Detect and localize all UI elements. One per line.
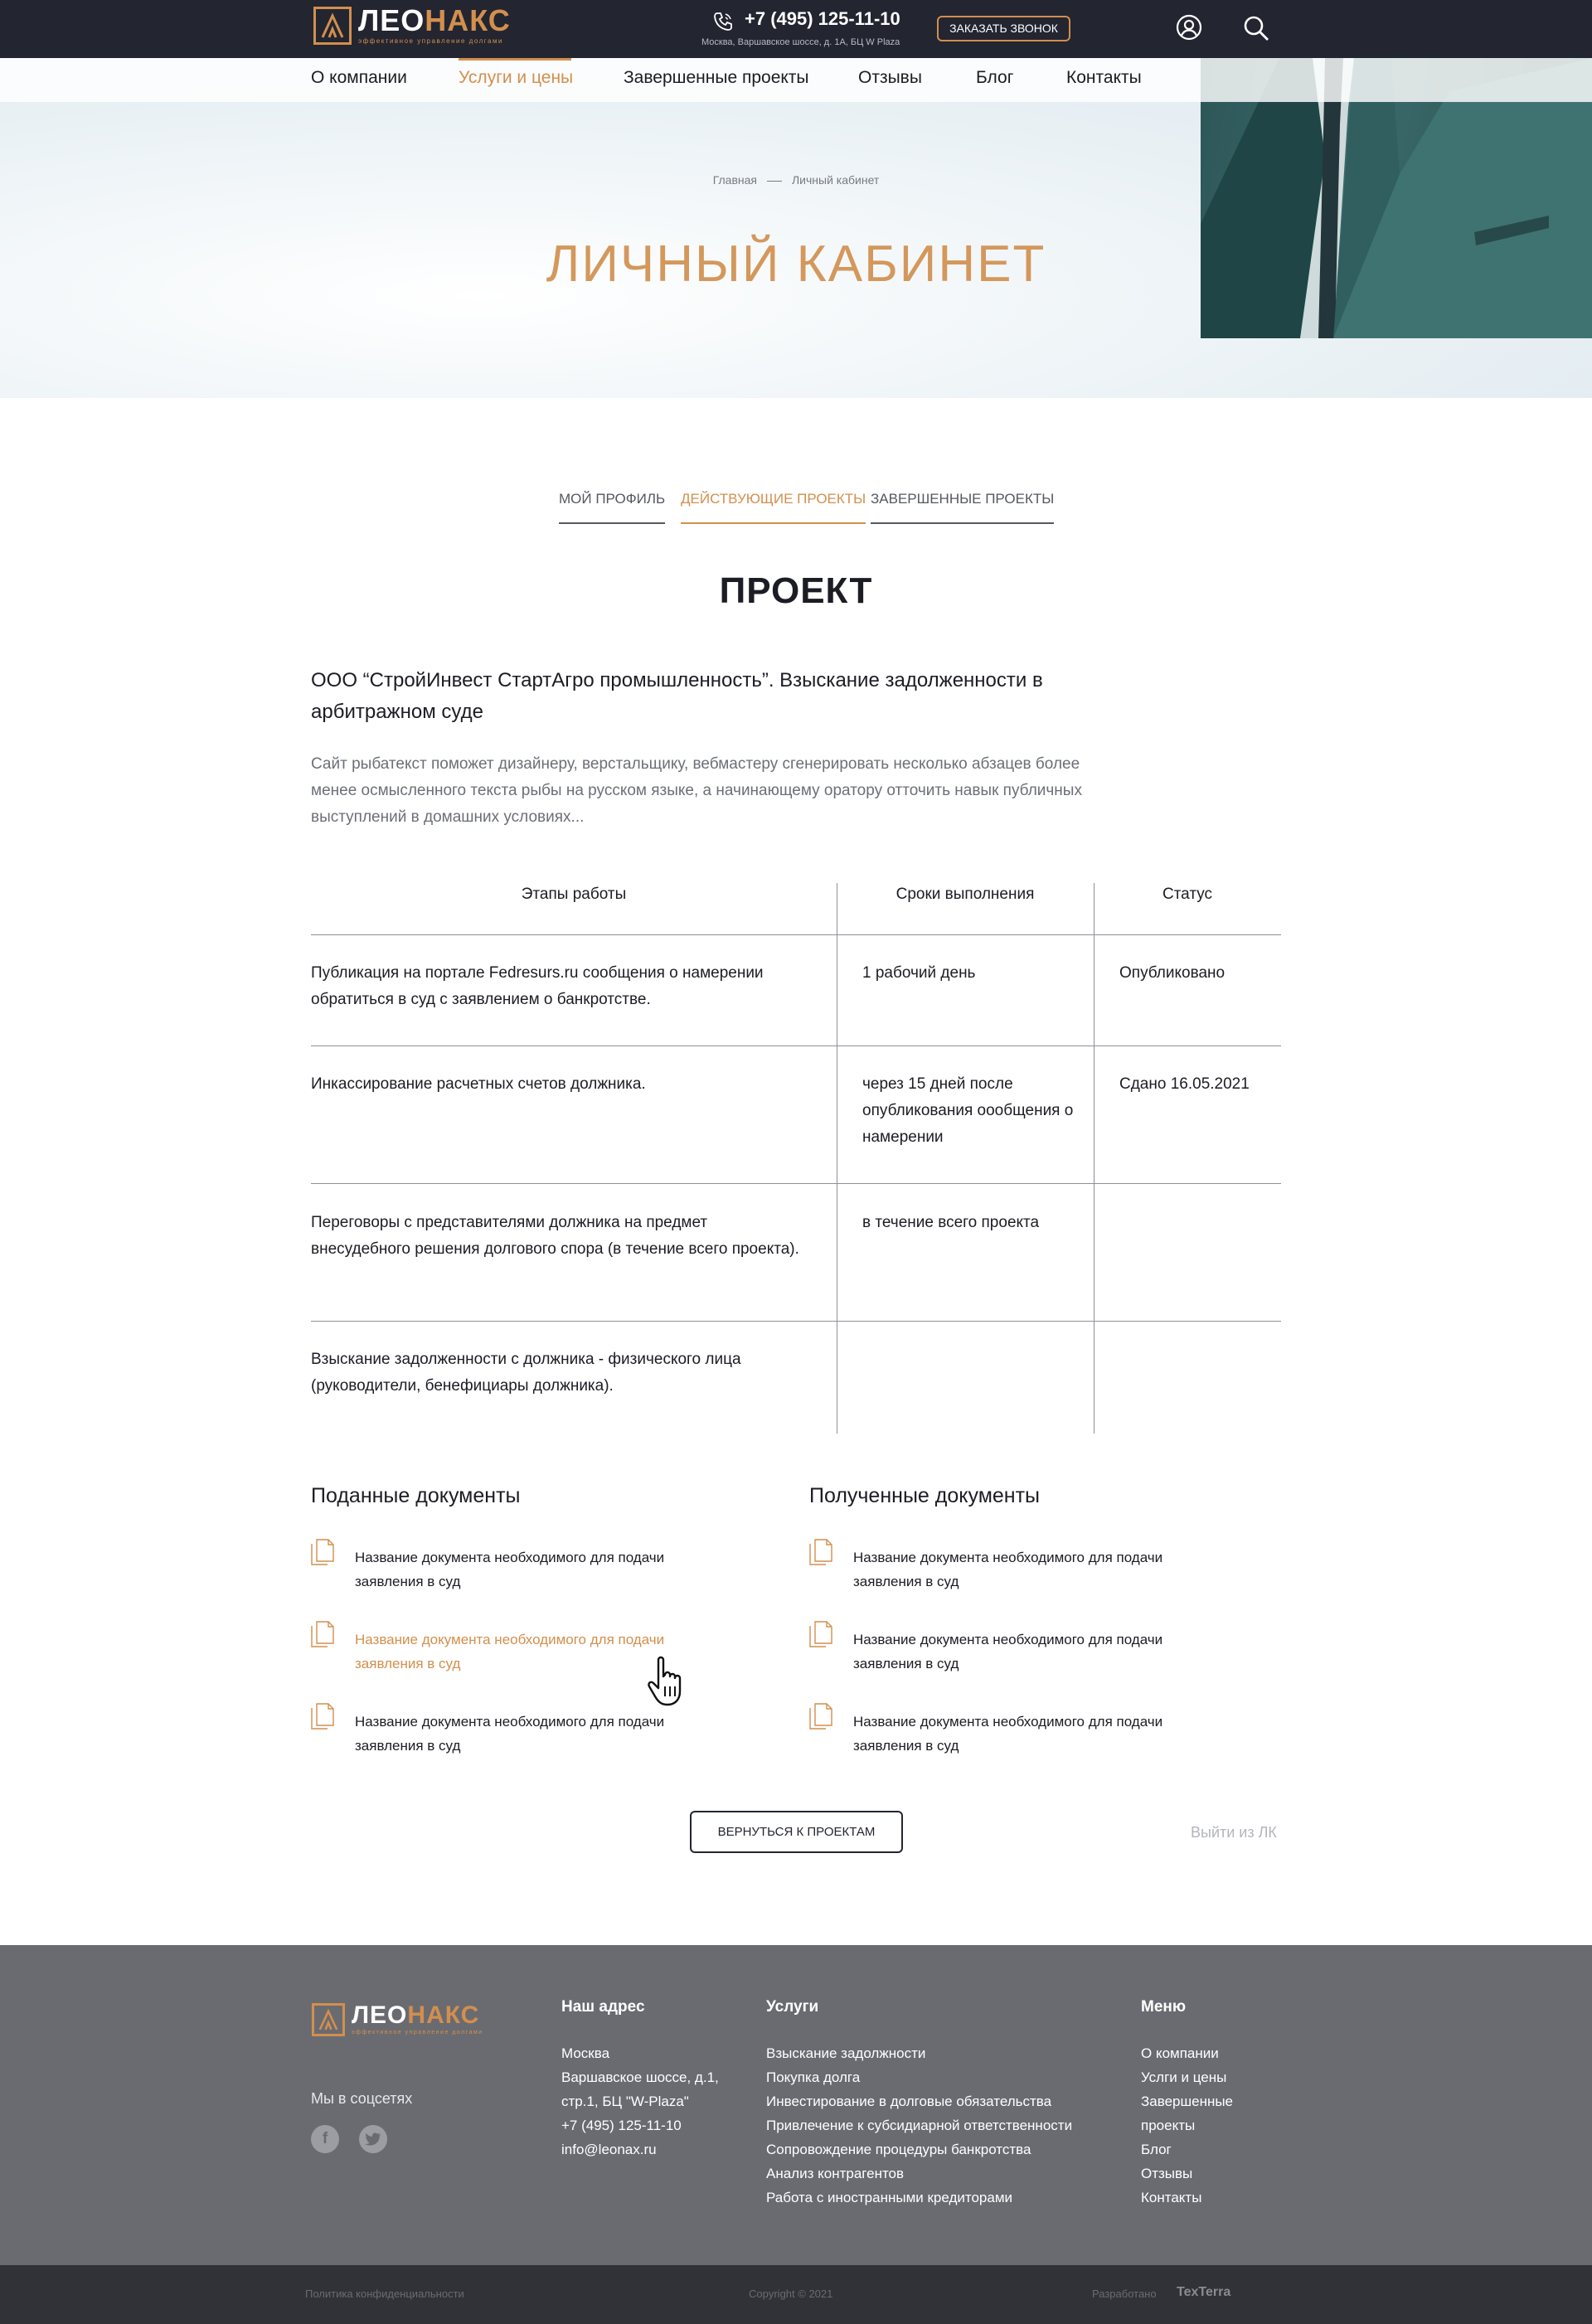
doc-name: Название документа необходимого для подачи заявления в суд (853, 1632, 1163, 1671)
doc-name: Название документа необходимого для подачи заявления в суд (355, 1632, 665, 1671)
footer-address (561, 2041, 719, 2161)
logo-tagline: эффективное управление долгами (352, 2030, 483, 2035)
breadcrumb-home[interactable]: Главная (712, 173, 757, 187)
footer-menu-link[interactable]: Завершенные (1141, 2094, 1234, 2109)
table-header-deadlines: Сроки выполнения (896, 885, 1035, 903)
back-to-projects-button[interactable]: ВЕРНУТЬСЯ К ПРОЕКТАМ (690, 1811, 903, 1853)
table-divider (311, 934, 1281, 935)
nav-item-company[interactable]: О компании (311, 68, 407, 87)
page-title: ЛИЧНЫЙ КАБИНЕТ (546, 235, 1046, 293)
footer-services-title: Услуги (766, 1998, 819, 2016)
developer-brand-link[interactable]: TexTerra (1177, 2285, 1231, 2299)
breadcrumb-current: Личный кабинет (791, 173, 880, 187)
logout-link[interactable]: Выйти из ЛК (1191, 1824, 1277, 1841)
social-label: Мы в соцсетях (311, 2090, 413, 2107)
footer-menu (1141, 2041, 1233, 2210)
search-icon[interactable] (1242, 14, 1270, 42)
footer-address-line: Москва (561, 2045, 610, 2061)
footer-phone[interactable]: +7 (495) 125-11-10 (561, 2118, 682, 2133)
nav-item-reviews[interactable]: Отзывы (858, 68, 922, 87)
table-cell: 1 рабочий день (862, 964, 976, 982)
table-cell: Опубликовано (1119, 964, 1226, 982)
project-title: ООО “СтройИнвест СтартАгро промышленность”. Взыскание задолженности в арбитражном суде (311, 669, 1043, 723)
footer-service-link[interactable]: Покупка долга (766, 2069, 861, 2085)
submitted-docs-title: Поданные документы (311, 1484, 521, 1507)
footer (0, 1945, 1592, 2265)
tab-my-profile[interactable]: МОЙ ПРОФИЛЬ (559, 491, 665, 524)
twitter-icon[interactable] (359, 2125, 387, 2153)
hand-cursor-icon (647, 1655, 688, 1708)
footer-service-link[interactable]: Взыскание задолжности (766, 2045, 926, 2061)
developed-by-label: Разработано (1092, 2288, 1157, 2300)
document-icon (808, 1621, 833, 1647)
footer-menu-link[interactable]: Отзывы (1141, 2166, 1193, 2181)
footer-service-link[interactable]: Привлечение к субсидиарной ответственности (766, 2118, 1073, 2133)
table-cell: Взыскание задолженности с должника - физического лица (руководители, бенефициары должника). (311, 1351, 741, 1395)
tab-completed-projects[interactable]: ЗАВЕРШЕННЫЕ ПРОЕКТЫ (871, 491, 1054, 524)
footer-service-link[interactable]: Анализ контрагентов (766, 2166, 905, 2181)
table-header-status: Статус (1162, 885, 1213, 903)
nav-item-services[interactable]: Услуги и цены (459, 68, 574, 87)
table-cell: Инкассирование расчетных счетов должника. (311, 1075, 646, 1093)
footer-menu-link[interactable]: О компании (1141, 2045, 1219, 2061)
footer-menu-title: Меню (1141, 1998, 1187, 2016)
table-divider (311, 1321, 1281, 1322)
logo-mark-icon (312, 2003, 345, 2036)
project-description: Сайт рыбатекст поможет дизайнеру, верстальщику, вебмастеру сгенерировать несколько абзацев более менее осмысленного текста рыбы на русском языке, а начинающему оратору отточить навык публичных выступлений в домашних условиях... (311, 755, 1082, 826)
footer-service-link[interactable]: Работа с иностранными кредиторами (766, 2190, 1013, 2205)
footer-address-title: Наш адрес (561, 1998, 645, 2016)
doc-name: Название документа необходимого для подачи заявления в суд (355, 1714, 665, 1754)
footer-address-line: Варшавское шоссе, д.1, (561, 2069, 719, 2085)
main-navigation (0, 58, 1592, 102)
copyright: Copyright © 2021 (749, 2288, 833, 2300)
footer-services (766, 2041, 1072, 2210)
footer-logo[interactable] (312, 2001, 483, 2036)
footer-address-line: стр.1, БЦ "W-Plaza" (561, 2094, 689, 2109)
table-divider (311, 1183, 1281, 1184)
hero-banner (0, 58, 1592, 398)
footer-menu-link[interactable]: проекты (1141, 2118, 1196, 2133)
doc-name: Название документа необходимого для подачи заявления в суд (853, 1550, 1163, 1589)
header-phone[interactable]: +7 (495) 125-11-10 (745, 8, 900, 29)
logo-text: ЛЕОНАКС (358, 3, 511, 37)
nav-item-contacts[interactable]: Контакты (1066, 68, 1142, 87)
logo[interactable] (313, 3, 511, 45)
tab-active-projects[interactable]: ДЕЙСТВУЮЩИЕ ПРОЕКТЫ (681, 491, 866, 524)
table-cell: в течение всего проекта (862, 1214, 1040, 1231)
table-header-stages: Этапы работы (521, 885, 627, 903)
nav-active-indicator (459, 58, 571, 61)
section-title: ПРОЕКТ (719, 570, 873, 611)
footer-menu-link[interactable]: Услги и цены (1141, 2069, 1227, 2085)
document-icon (310, 1703, 335, 1730)
received-docs-title: Полученные документы (809, 1484, 1041, 1507)
nav-item-blog[interactable]: Блог (976, 68, 1014, 87)
breadcrumb (0, 173, 1592, 187)
document-icon (310, 1621, 335, 1647)
facebook-icon[interactable]: f (311, 2125, 339, 2153)
table-cell: Сдано 16.05.2021 (1119, 1075, 1250, 1093)
subfooter (0, 2265, 1592, 2324)
top-header (0, 0, 1592, 58)
doc-name: Название документа необходимого для подачи заявления в суд (355, 1550, 665, 1589)
callback-button[interactable]: ЗАКАЗАТЬ ЗВОНОК (937, 16, 1070, 41)
footer-service-link[interactable]: Сопровождение процедуры банкротства (766, 2142, 1031, 2157)
document-icon (310, 1539, 335, 1565)
table-cell: через 15 дней после опубликования оообщения о намерении (862, 1075, 1074, 1146)
header-address: Москва, Варшавское шоссе, д. 1А, БЦ W Plaza (701, 37, 900, 47)
user-account-icon[interactable] (1176, 14, 1202, 41)
logo-tagline: эффективное управление долгами (358, 37, 503, 45)
footer-service-link[interactable]: Инвестирование в долговые обязательства (766, 2094, 1052, 2109)
logo-text: ЛЕОНАКС (352, 2001, 480, 2029)
nav-item-completed-projects[interactable]: Завершенные проекты (624, 68, 809, 87)
footer-menu-link[interactable]: Контакты (1141, 2190, 1202, 2205)
document-icon (808, 1703, 833, 1730)
table-cell: Публикация на портале Fedresurs.ru сообщения о намерении обратиться в суд с заявлением о банкротстве. (311, 964, 764, 1008)
document-icon (808, 1539, 833, 1565)
doc-name: Название документа необходимого для подачи заявления в суд (853, 1714, 1163, 1754)
phone-icon (711, 10, 735, 33)
footer-email[interactable]: info@leonax.ru (561, 2142, 657, 2157)
breadcrumb-separator (767, 181, 782, 182)
logo-mark-icon (313, 7, 352, 45)
footer-menu-link[interactable]: Блог (1141, 2142, 1172, 2157)
table-cell: Переговоры с представителями должника на предмет внесудебного решения долгового спора (в течение всего проекта). (311, 1214, 799, 1258)
privacy-policy-link[interactable]: Политика конфиденциальности (305, 2288, 464, 2300)
